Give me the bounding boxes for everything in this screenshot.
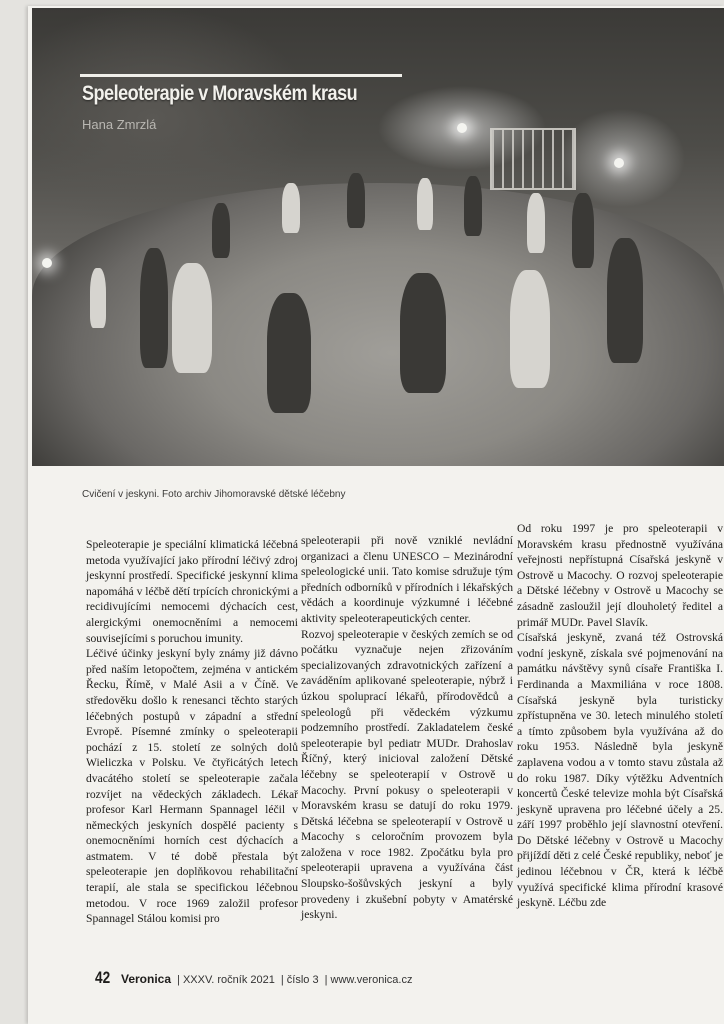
volume-info: | XXXV. ročník 2021 (177, 974, 275, 986)
text-column-2 (301, 533, 513, 923)
cave-light (42, 258, 52, 268)
paragraph: Léčivé účinky jeskyní byly známy již dávno před naším letopočtem, zejména v antickém Řecku, Římě, v Malé Asii a v Číně. Ve středověku došlo k renesanci těchto starých léčebných postupů v západní a střední Evropě. Písemné zmínky o speleoterapii pochází z 15. století ze solných dolů Wieliczka v Polsku. Ve čtyřicátých letech dvacátého století se speleoterapie začala rozvíjet na vědeckých základech. Lékař profesor Karl Hermann Spannagel léčil v německých jeskyních dospělé pacienty s onemocněními horních cest dýchacích a astmatem. V té době přestala být speleoterapie jen doplňkovou rehabilitační terapií, ale stala se specifickou léčebnou metodou. V roce 1969 založil profesor Spannagel Stálou komisi pro (86, 647, 298, 926)
exercising-child (400, 273, 446, 393)
paragraph: speleoterapii při nově vzniklé nevládní organizaci a členu UNESCO – Mezinárodní speleologické unii. Tato komise sdružuje tým předních odborníků v přírodních i lékařských vědách a koordinuje výzkumné i léčebné aktivity speleoterapeutických center. (301, 534, 513, 625)
exercising-child (90, 268, 106, 328)
cave-exercise-photo (32, 8, 724, 466)
exercising-child (267, 293, 311, 413)
exercising-child (212, 203, 230, 258)
magazine-page (28, 6, 724, 1024)
exercising-child (172, 263, 212, 373)
exercising-child (464, 176, 482, 236)
paragraph: Speleoterapie je speciální klimatická léčebná metoda využívající jako přírodní léčivý zdroj jeskynní prostředí. Specifické jeskynní klima napomáhá v léčbě dětí trpících chronickými a recidivujícími nemocemi dýchacích cest, alergickými onemocněními a nemocemi souvisejícími s poruchou imunity. (86, 538, 298, 645)
website-link: | www.veronica.cz (324, 974, 413, 986)
cave-light (614, 158, 624, 168)
exercising-child (572, 193, 594, 268)
text-column-1 (86, 537, 298, 927)
paragraph: Od roku 1997 je pro speleoterapii v Moravském krasu přednostně využívána veřejnosti nepřístupná Císařská jeskyně v Ostrově u Macochy. O rozvoj speleoterapie a Dětské léčebny v Ostrově u Macochy se zásadně zasloužil její dlouholetý ředitel a primář MUDr. Pavel Slavík. (517, 522, 723, 629)
cave-gate (490, 128, 576, 190)
exercising-child (527, 193, 545, 253)
magazine-name: Veronica (121, 972, 172, 986)
exercising-child (417, 178, 433, 230)
exercising-child (282, 183, 300, 233)
photo-caption: Cvičení v jeskyni. Foto archiv Jihomoravské dětské léčebny (82, 489, 346, 500)
paragraph: Rozvoj speleoterapie v českých zemích se od počátku vyznačuje nejen zřizováním specializovaných zdravotnických zařízení a zaváděním aplikované speleoterapie, nýbrž i úzkou spoluprací lékařů, přírodovědců a speleologů při vědeckém výzkumu podzemního prostředí. Zakladatelem české speleoterapie byl pediatr MUDr. Drahoslav Říčný, který inicioval založení Dětské léčebny se speleoterapií v Ostrově u Macochy. První pokusy o speleoterapii v Moravském krasu se datují do roku 1979. Dětská léčebna se speleoterapií v Ostrově u Macochy s celoročním provozem byla založena v roce 1982. Zpočátku byla pro speleoterapii upravena a využívána část Sloupsko-šošůvských jeskyní a byly provedeny i zkušební pobyty v Amatérské jeskyni. (301, 627, 513, 922)
text-column-3 (517, 521, 723, 911)
paragraph: Císařská jeskyně, zvaná též Ostrovská vodní jeskyně, získala své pojmenování na památku návštěvy synů císaře Františka I. Ferdinanda a Maxmiliána v roce 1808. Císařská jeskyně byla turisticky zpřístupněna ve 30. letech minulého století a tímto způsobem byla využívána až do roku 1953. Následně byla jeskyně zaplavena vodou a v tomto stavu zůstala až do roku 1987. Díky výtěžku Adventních koncertů České televize mohla být Císařská jeskyně upravena pro léčebné účely a 25. září 1997 proběhlo její slavnostní otevření. Do Dětské léčebny v Ostrově u Macochy přijíždí děti z celé České republiky, neboť je jedinou léčebnou v ČR, která k léčbě využívá specifické klima přírodní krasové jeskyně. Léčbu zde (517, 631, 723, 910)
article-title: Speleoterapie v Moravském krasu (82, 82, 358, 105)
exercising-child (140, 248, 168, 368)
cave-light (457, 123, 467, 133)
article-author: Hana Zmrzlá (82, 117, 157, 132)
exercising-child (510, 270, 550, 388)
exercising-child (347, 173, 365, 228)
page-footer (95, 968, 412, 988)
issue-info: | číslo 3 (280, 974, 319, 986)
exercising-child (607, 238, 643, 363)
page-number: 42 (95, 968, 111, 987)
title-rule (80, 74, 402, 77)
